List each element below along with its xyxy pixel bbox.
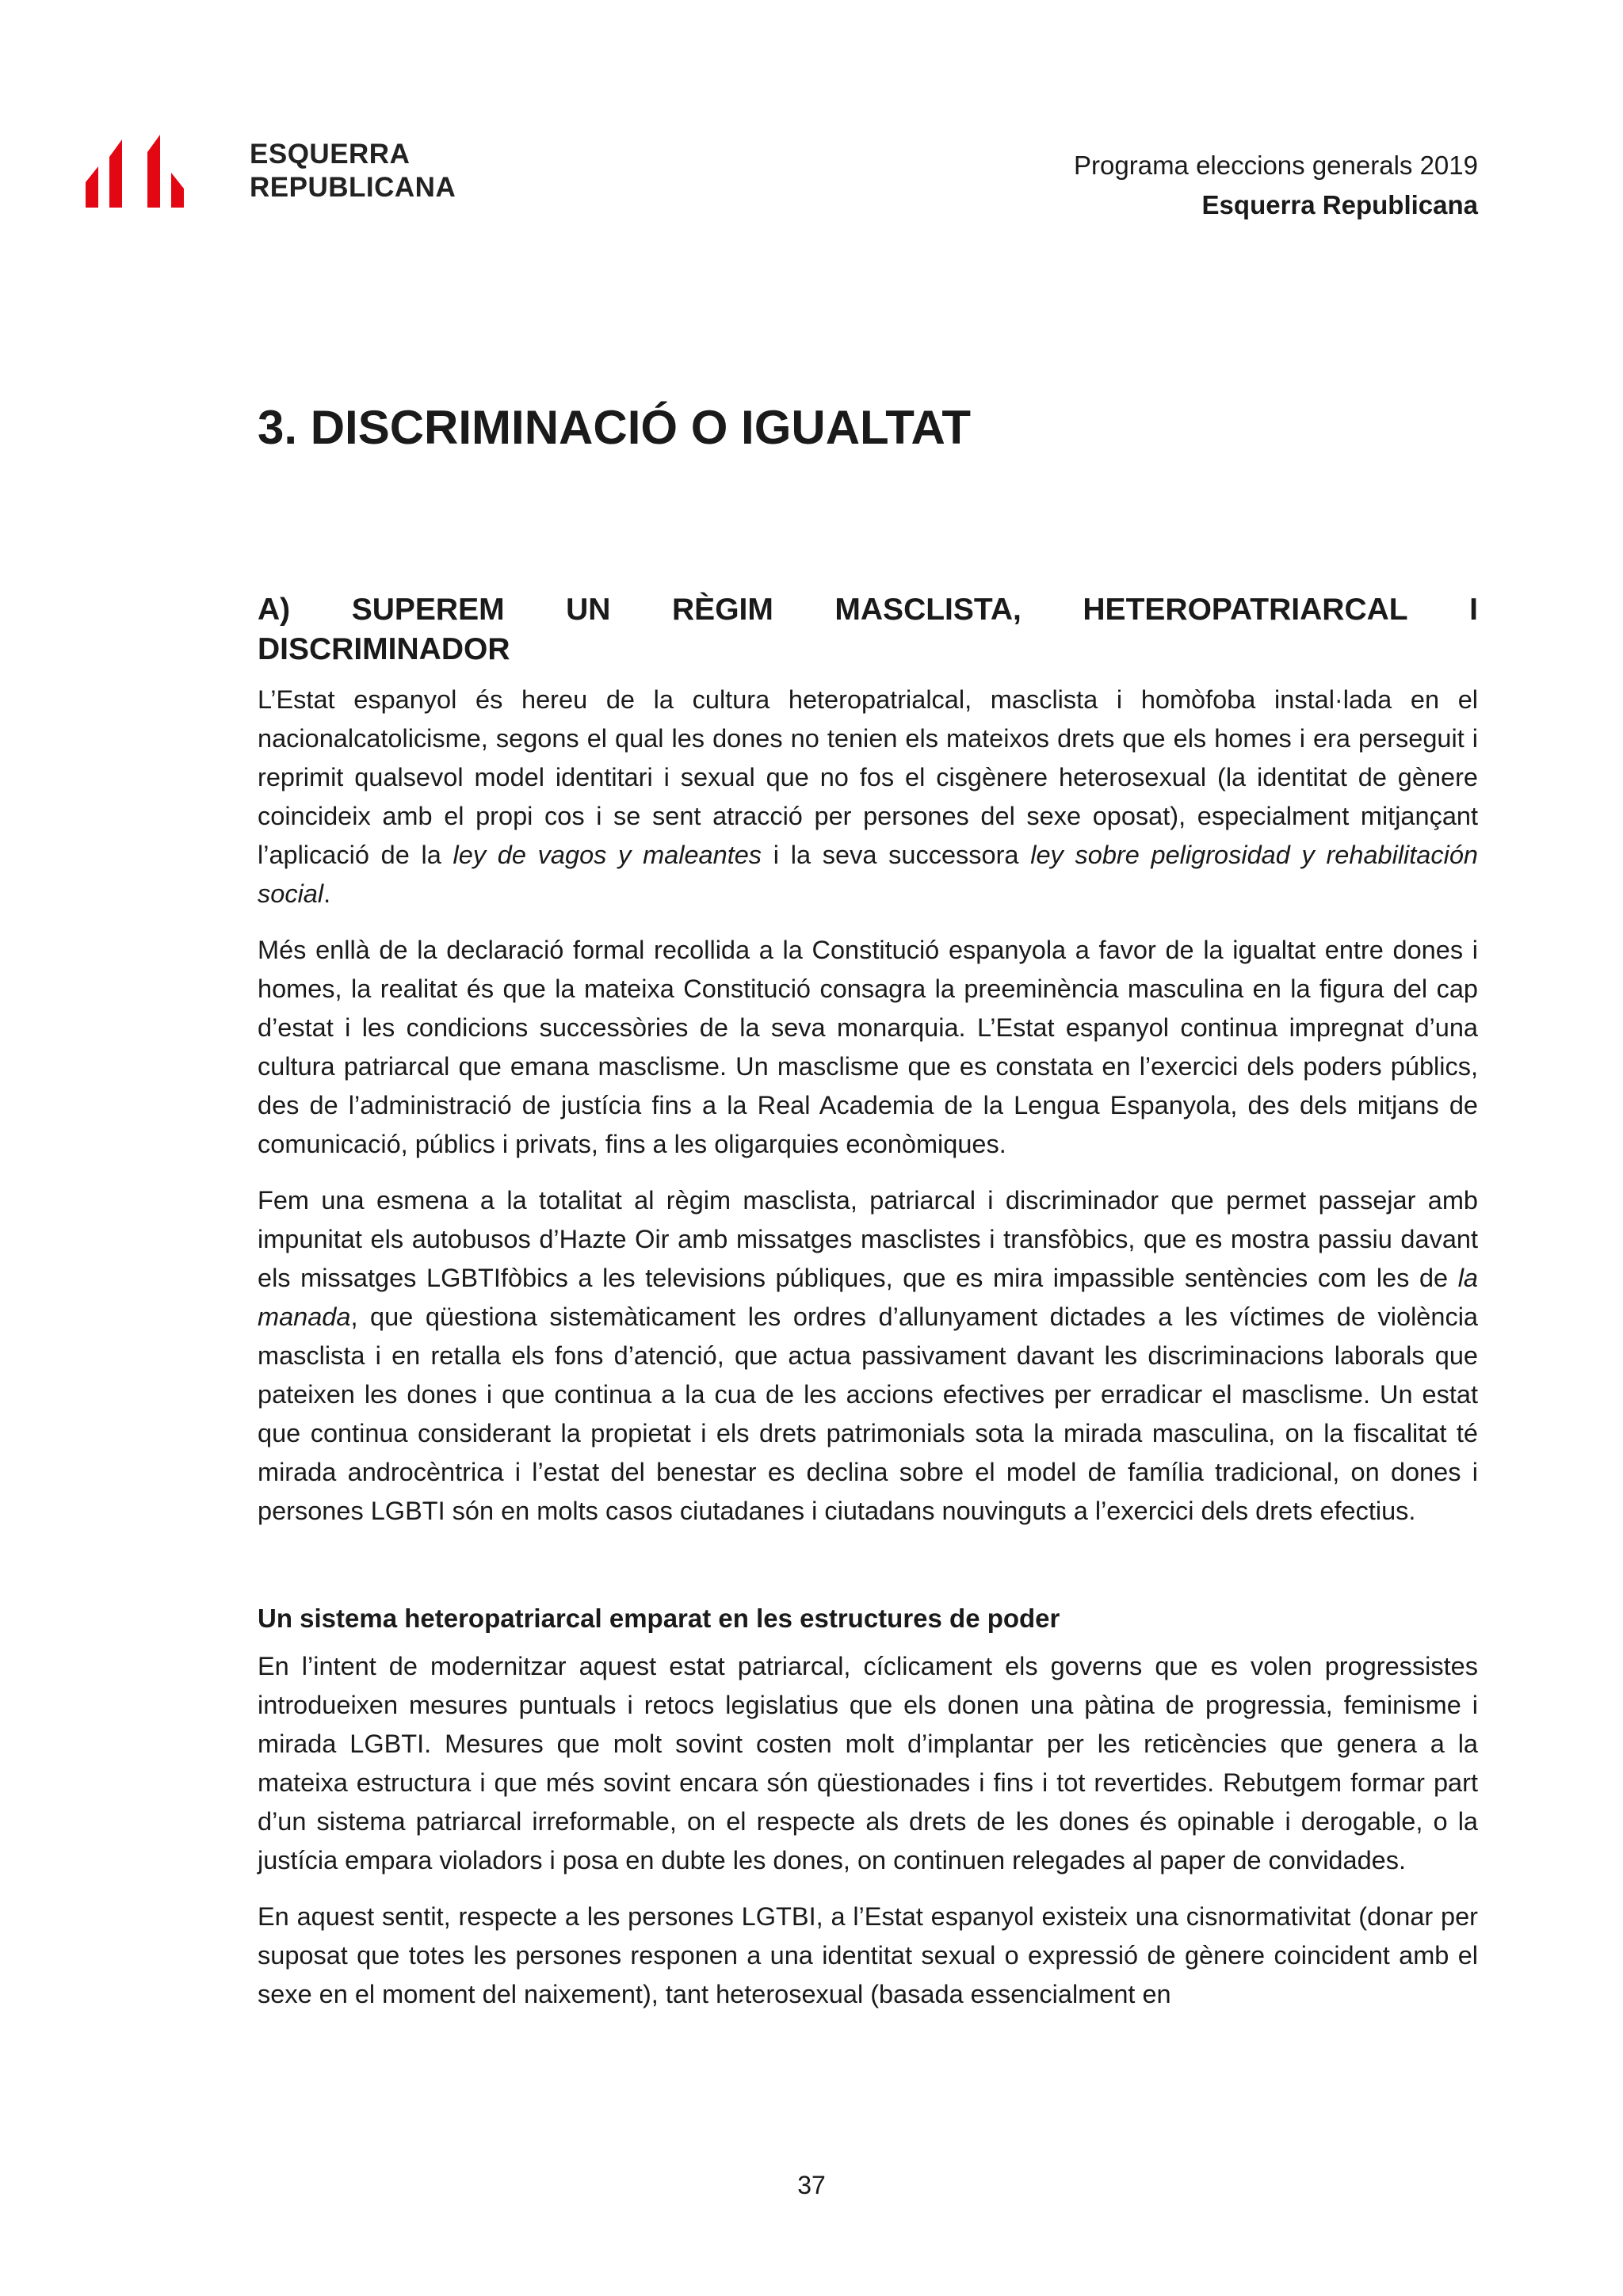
subtitle-line-2: DISCRIMINADOR bbox=[258, 632, 510, 666]
subtitle-word: SUPEREM bbox=[351, 593, 505, 627]
text-run: , que qüestiona sistemàticament les ordres d’allunyament dictades a les víctimes de violència masclista i en retalla els fons d’atenció, que actua passivament davant les discriminacions laborals que pateixen les dones i que continua a la cua de les accions efectives per erradicar el masclisme. Un estat que continua considerant la propietat i els drets patrimonials sota la mirada masculina, on la fiscalitat té mirada androcèntrica i l’estat del benestar es declina sobre el model de família tradicional, on dones i persones LGBTI són en molts casos ciutadanes i ciutadans nouvinguts a l’exercici dels drets efectius. bbox=[258, 1302, 1478, 1525]
subtitle-word: MASCLISTA, bbox=[834, 593, 1022, 627]
italic-term: ley de vagos y maleantes bbox=[453, 841, 762, 869]
main-content bbox=[258, 396, 1478, 2031]
paragraph-3 bbox=[258, 1181, 1478, 1531]
text-run: Fem una esmena a la totalitat al règim masclista, patriarcal i discriminador que permet passejar amb impunitat els autobusos d’Hazte Oir amb missatges masclistes i transfòbics, que es mostra passiu davant els missatges LGBTIfòbics a les televisions públiques, que es mira impassible sentències com les de bbox=[258, 1186, 1478, 1292]
organization-name: Esquerra Republicana bbox=[1201, 190, 1478, 219]
text-run: . bbox=[323, 879, 331, 908]
subtitle-word: A) bbox=[258, 593, 291, 627]
paragraph-1 bbox=[258, 681, 1478, 913]
section-subtitle bbox=[258, 590, 1478, 669]
text-run: i la seva successora bbox=[762, 841, 1031, 869]
logo-line1: ESQUERRA bbox=[250, 139, 411, 170]
italic-term: la manada bbox=[258, 1264, 1478, 1331]
subtitle-word: RÈGIM bbox=[672, 593, 773, 627]
text-run: L’Estat espanyol és hereu de la cultura heteropatrialcal, masclista i homòfoba instal·lada en el nacionalcatolicisme, segons el qual les dones no tenien els mateixos drets que els homes i era perseguit i reprimit qualsevol model identitari i sexual que no fos el cisgènere heterosexual (la identitat de gènere coincideix amb el propi cos i se sent atracció per persones del sexe oposat), especialment mitjançant l’aplicació de la bbox=[258, 685, 1478, 869]
document-title: Programa eleccions generals 2019 bbox=[1074, 151, 1478, 180]
logo-bars-icon bbox=[86, 135, 216, 208]
subtitle-word: HETEROPATRIARCAL bbox=[1083, 593, 1408, 627]
document-header bbox=[1074, 146, 1478, 225]
paragraph-2: Més enllà de la declaració formal recollida a la Constitució espanyola a favor de la igualtat entre dones i homes, la realitat és que la mateixa Constitució consagra la preeminència masculina en la figura del cap d’estat i les condicions successòries de la seva monarquia. L’Estat espanyol continua impregnat d’una cultura patriarcal que emana masclisme. Un masclisme que es constata en l’exercici dels poders públics, des de l’administració de justícia fins a la Real Academia de la Lengua Espanyola, des dels mitjans de comunicació, públics i privats, fins a les oligarquies econòmiques. bbox=[258, 936, 1478, 1158]
subtitle-word: UN bbox=[566, 593, 611, 627]
paragraph-4: En l’intent de modernitzar aquest estat patriarcal, cíclicament els governs que es volen progressistes introdueixen mesures puntuals i retocs legislatius que els donen una pàtina de progressia, feminisme i mirada LGBTI. Mesures que molt sovint costen molt d’implantar per les reticències que genera a la mateixa estructura i que més sovint encara són qüestionades i fins i tot revertides. Rebutgem formar part d’un sistema patriarcal irreformable, on el respecte als drets de les dones és opinable i derogable, o la justícia empara violadors i posa en dubte les dones, on continuen relegades al paper de convidades. bbox=[258, 1652, 1478, 1875]
party-logo bbox=[86, 135, 456, 208]
page-number: 37 bbox=[797, 2171, 826, 2199]
subtitle-line-1 bbox=[258, 590, 1478, 630]
paragraph-5: En aquest sentit, respecte a les persones LGTBI, a l’Estat espanyol existeix una cisnormativitat (donar per suposat que totes les persones responen a una identitat sexual o expressió de gènere coincident amb el sexe en el moment del naixement), tant heterosexual (basada essencialment en bbox=[258, 1902, 1478, 2008]
logo-line2: REPUBLICANA bbox=[250, 172, 456, 203]
subtitle-word: I bbox=[1469, 593, 1478, 627]
logo-wordmark bbox=[250, 138, 456, 204]
sub-heading: Un sistema heteropatriarcal emparat en les estructures de poder bbox=[258, 1604, 1060, 1633]
italic-term: ley sobre peligrosidad y rehabilitación social bbox=[258, 841, 1478, 908]
section-title: 3. DISCRIMINACIÓ O IGUALTAT bbox=[258, 401, 971, 454]
